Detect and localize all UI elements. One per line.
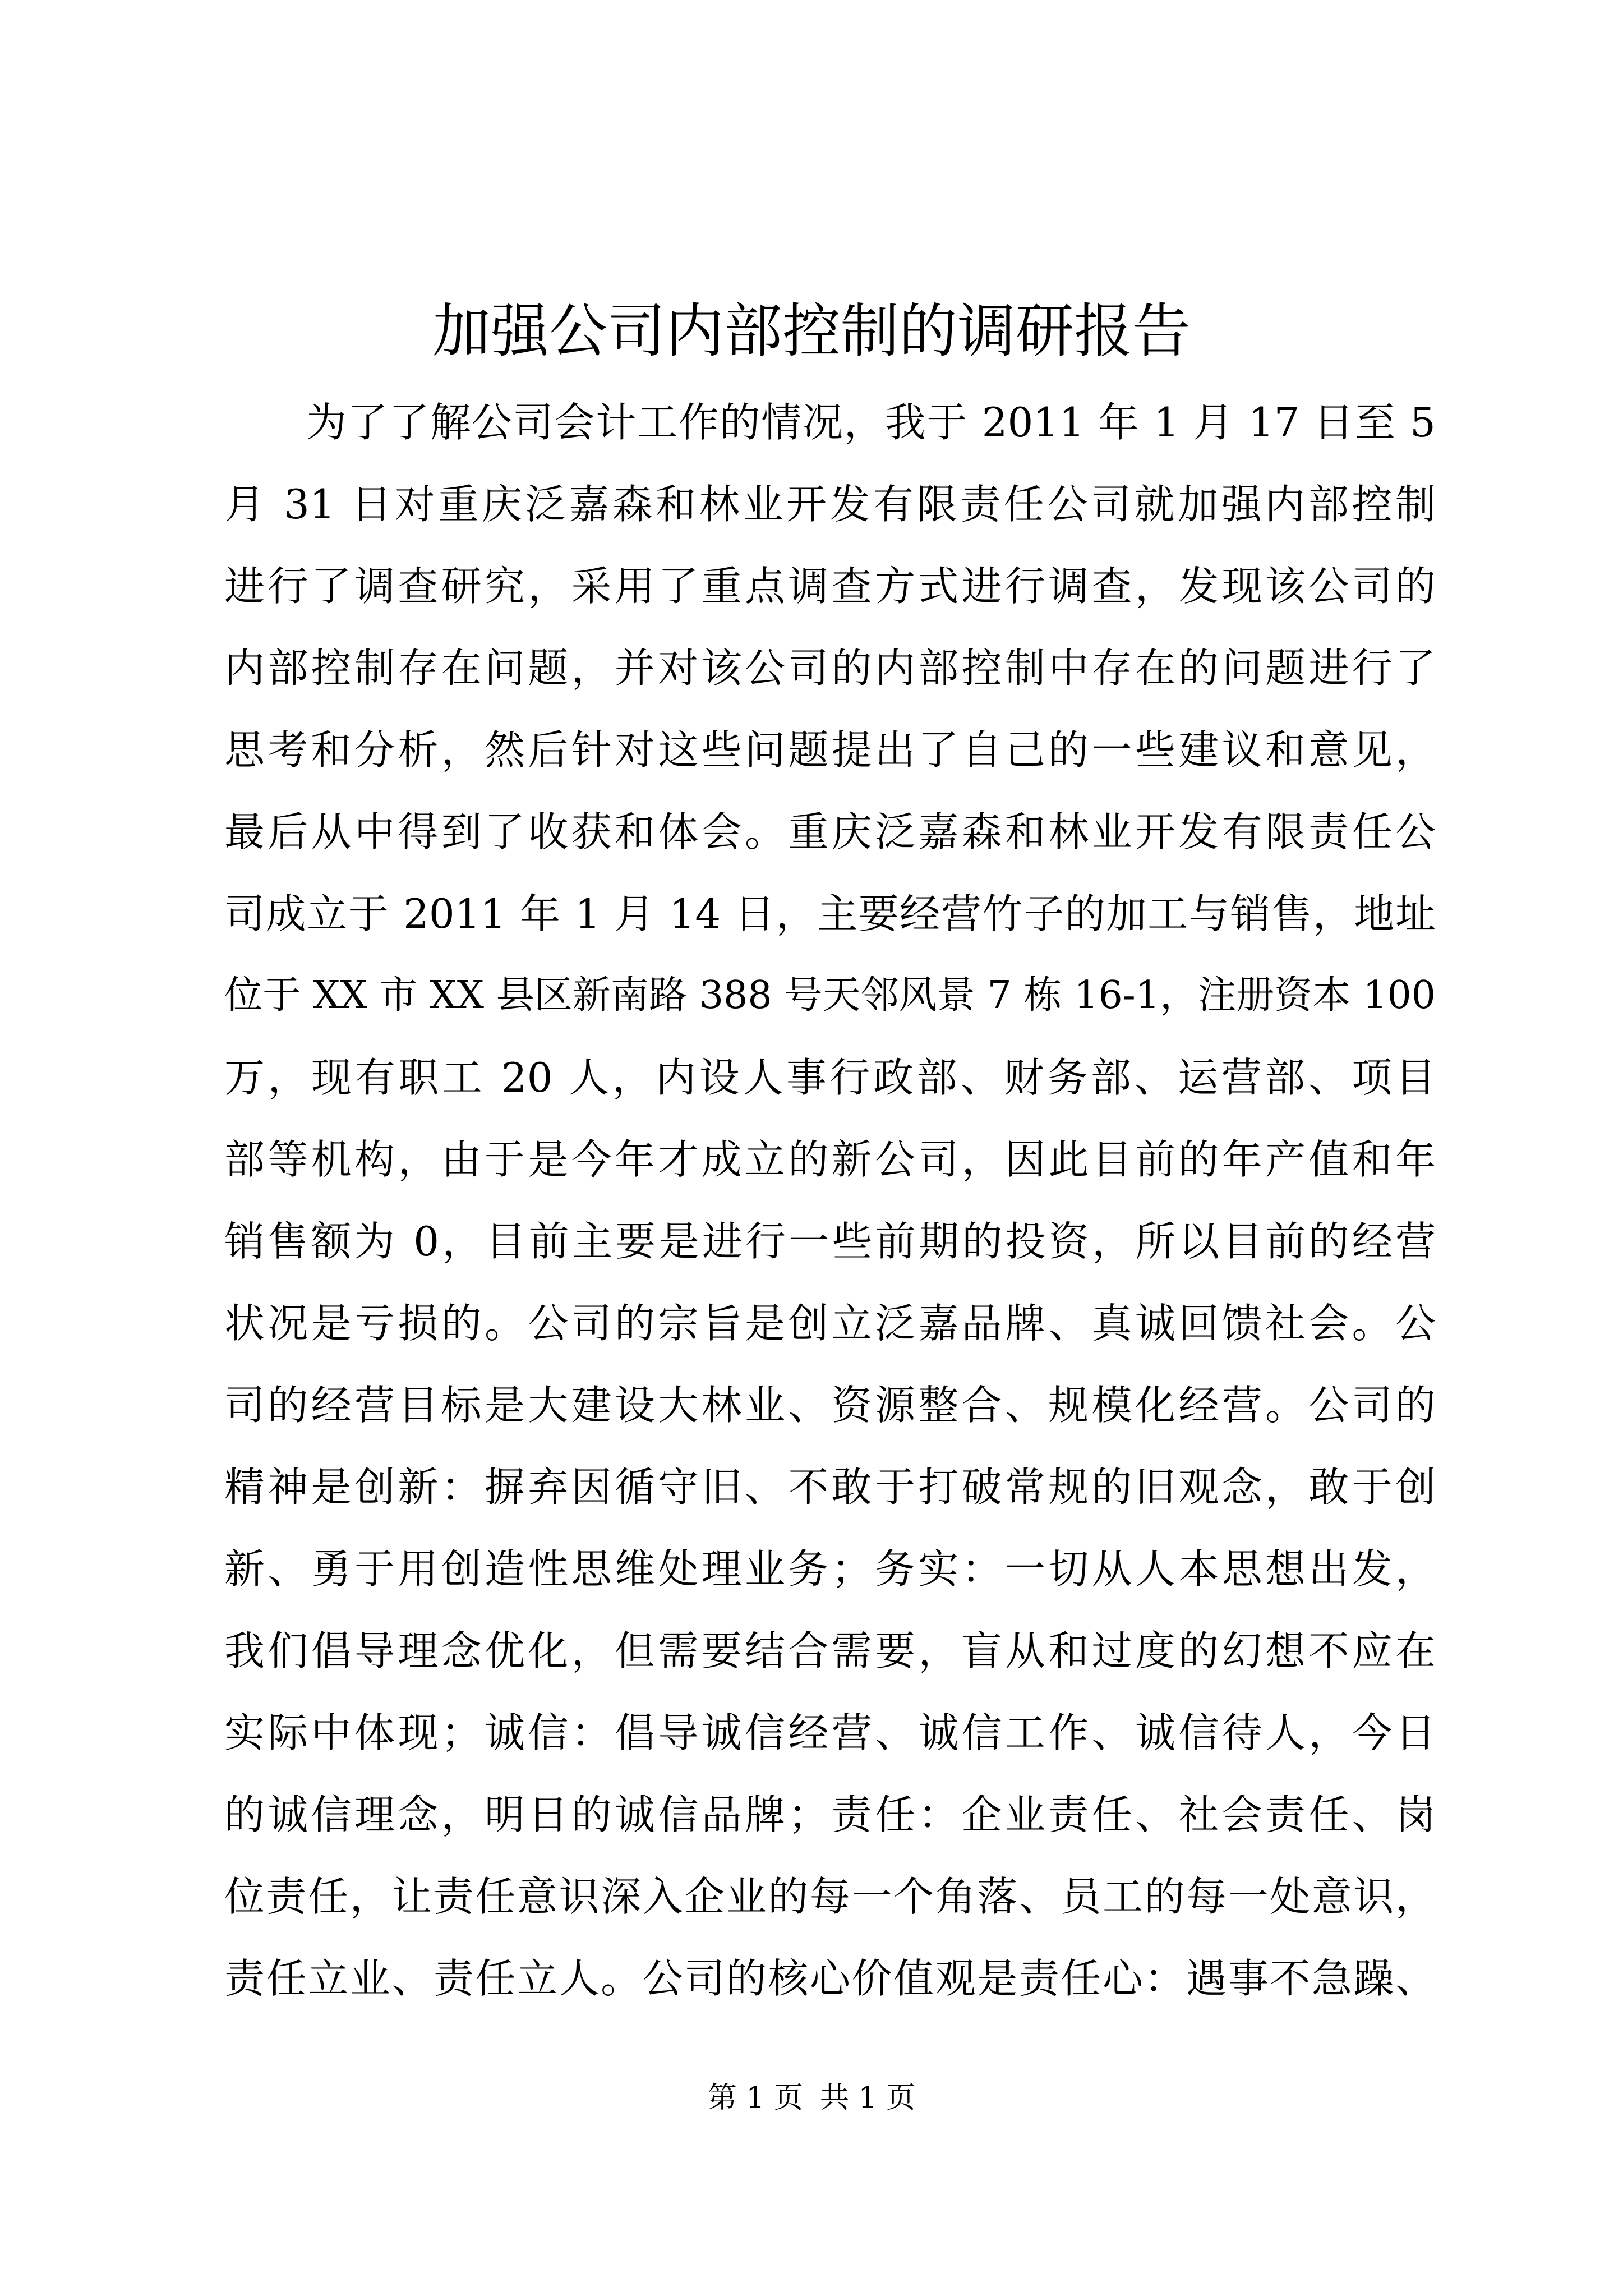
paragraph-line: 我们倡导理念优化，但需要结合需要，盲从和过度的幻想不应在 — [224, 1627, 1436, 1674]
paragraph-line: 的诚信理念，明日的诚信品牌；责任：企业责任、社会责任、岗 — [224, 1791, 1436, 1838]
paragraph-line: 司的经营目标是大建设大林业、资源整合、规模化经营。公司的 — [224, 1382, 1436, 1429]
paragraph-line: 内部控制存在问题，并对该公司的内部控制中存在的问题进行了 — [224, 645, 1436, 692]
paragraph-line: 状况是亏损的。公司的宗旨是创立泛嘉品牌、真诚回馈社会。公 — [224, 1300, 1436, 1347]
paragraph-line: 精神是创新：摒弃因循守旧、不敢于打破常规的旧观念，敢于创 — [224, 1464, 1436, 1511]
paragraph-line: 为了了解公司会计工作的情况，我于 2011 年 1 月 17 日至 5 — [306, 399, 1436, 446]
paragraph-line: 进行了调查研究，采用了重点调查方式进行调查，发现该公司的 — [224, 563, 1436, 610]
paragraph-line: 月 31 日对重庆泛嘉森和林业开发有限责任公司就加强内部控制 — [224, 481, 1436, 528]
paragraph-line: 部等机构，由于是今年才成立的新公司，因此目前的年产值和年 — [224, 1136, 1436, 1183]
page-total: 共 1 页 — [820, 2081, 916, 2115]
document-title: 加强公司内部控制的调研报告 — [432, 297, 1191, 365]
paragraph-line: 司成立于 2011 年 1 月 14 日，主要经营竹子的加工与销售，地址 — [224, 890, 1436, 937]
paragraph-line: 新、勇于用创造性思维处理业务；务实：一切从人本思想出发， — [224, 1545, 1436, 1593]
document-body — [224, 381, 1436, 2019]
paragraph-line: 最后从中得到了收获和体会。重庆泛嘉森和林业开发有限责任公 — [224, 808, 1436, 855]
paragraph-line: 位于 XX 市 XX 县区新南路 388 号天邻风景 7 栋 16-1，注册资本 100 — [224, 973, 1436, 1018]
paragraph-line: 位责任，让责任意识深入企业的每一个角落、员工的每一处意识， — [224, 1873, 1436, 1920]
page-number: 第 1 页 — [707, 2081, 803, 2115]
paragraph-line: 责任立业、责任立人。公司的核心价值观是责任心：遇事不急躁、 — [224, 1955, 1436, 2002]
page-footer — [0, 2076, 1623, 2120]
paragraph-line: 万，现有职工 20 人，内设人事行政部、财务部、运营部、项目 — [224, 1054, 1436, 1101]
paragraph-line: 思考和分析，然后针对这些问题提出了自己的一些建议和意见， — [224, 726, 1436, 774]
paragraph-line: 销售额为 0，目前主要是进行一些前期的投资，所以目前的经营 — [224, 1218, 1436, 1265]
paragraph-line: 实际中体现；诚信：倡导诚信经营、诚信工作、诚信待人，今日 — [224, 1709, 1436, 1756]
